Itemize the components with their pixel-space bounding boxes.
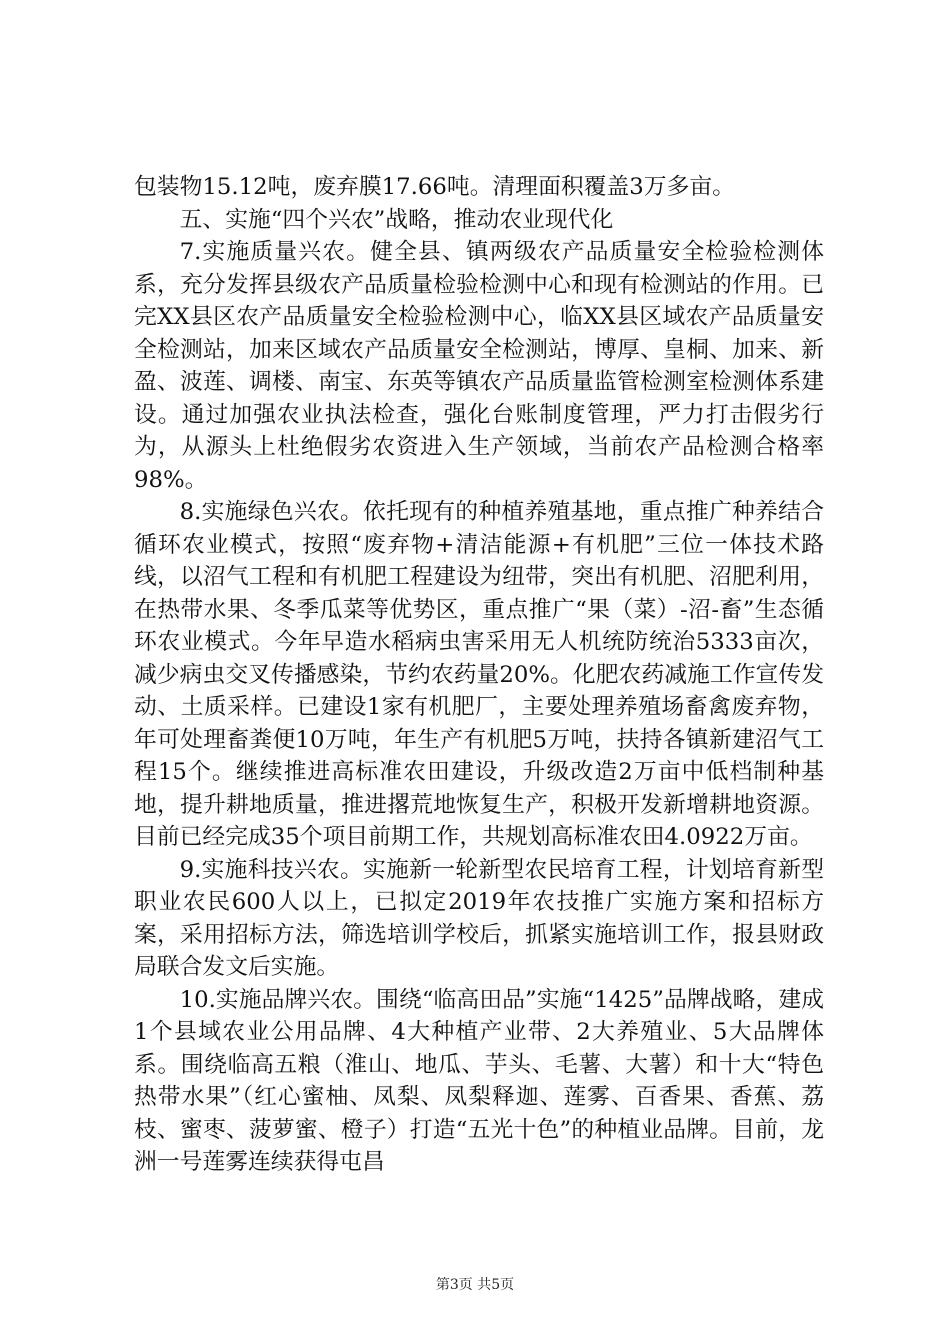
paragraph-quality: 7.实施质量兴农。健全县、镇两级农产品质量安全检验检测体系，充分发挥县级农产品质量检验检测中心和现有检测站的作用。已完XX县区农产品质量安全检验检测中心，临XX县区域农产品质量安全检测站，加来区域农产品质量安全检测站，博厚、皇桐、加来、新盈、波莲、调楼、南宝、东英等镇农产品质量监管检测室检测体系建设。通过加强农业执法检查，强化台账制度管理，严力打击假劣行为，从源头上杜绝假劣农资进入生产领域，当前农产品检测合格率98%。 [134, 239, 824, 493]
document-body [134, 171, 824, 1179]
paragraph-continuation: 包装物15.12吨，废弃膜17.66吨。清理面积覆盖3万多亩。 [134, 174, 735, 200]
paragraph-green: 8.实施绿色兴农。依托现有的种植养殖基地，重点推广种养结合循环农业模式，按照“废弃物+清洁能源+有机肥”三位一体技术路线，以沼气工程和有机肥工程建设为纽带，突出有机肥、沼肥利用，在热带水果、冬季瓜菜等优势区，重点推广“果（菜）-沼-畜”生态循环农业模式。今年早造水稻病虫害采用无人机统防统治5333亩次，减少病虫交叉传播感染，节约农药量20%。化肥农药减施工作宣传发动、土质采样。已建设1家有机肥厂，主要处理养殖场畜禽废弃物，年可处理畜粪便10万吨，年生产有机肥5万吨，扶持各镇新建沼气工程15个。继续推进高标准农田建设，升级改造2万亩中低档制种基地，提升耕地质量，推进撂荒地恢复生产，积极开发新增耕地资源。目前已经完成35个项目前期工作，共规划高标准农田4.0922万亩。 [134, 499, 824, 850]
paragraph-technology: 9.实施科技兴农。实施新一轮新型农民培育工程，计划培育新型职业农民600人以上，已拟定2019年农技推广实施方案和招标方案，采用招标方法，筛选培训学校后，抓紧实施培训工作，报县财政局联合发文后实施。 [134, 856, 824, 980]
paragraph-brand: 10.实施品牌兴农。围绕“临高田品”实施“1425”品牌战略，建成1个县域农业公用品牌、4大种植产业带、2大养殖业、5大品牌体系。围绕临高五粮（淮山、地瓜、芋头、毛薯、大薯）和十大“特色热带水果”（红心蜜柚、凤梨、凤梨释迦、莲雾、百香果、香蕉、荔枝、蜜枣、菠萝蜜、橙子）打造“五光十色”的种植业品牌。目前，龙洲一号莲雾连续获得屯昌 [134, 986, 824, 1175]
page-footer: 第3页 共5页 [435, 1277, 515, 1293]
section-heading: 五、实施“四个兴农”战略，推动农业现代化 [179, 206, 614, 233]
